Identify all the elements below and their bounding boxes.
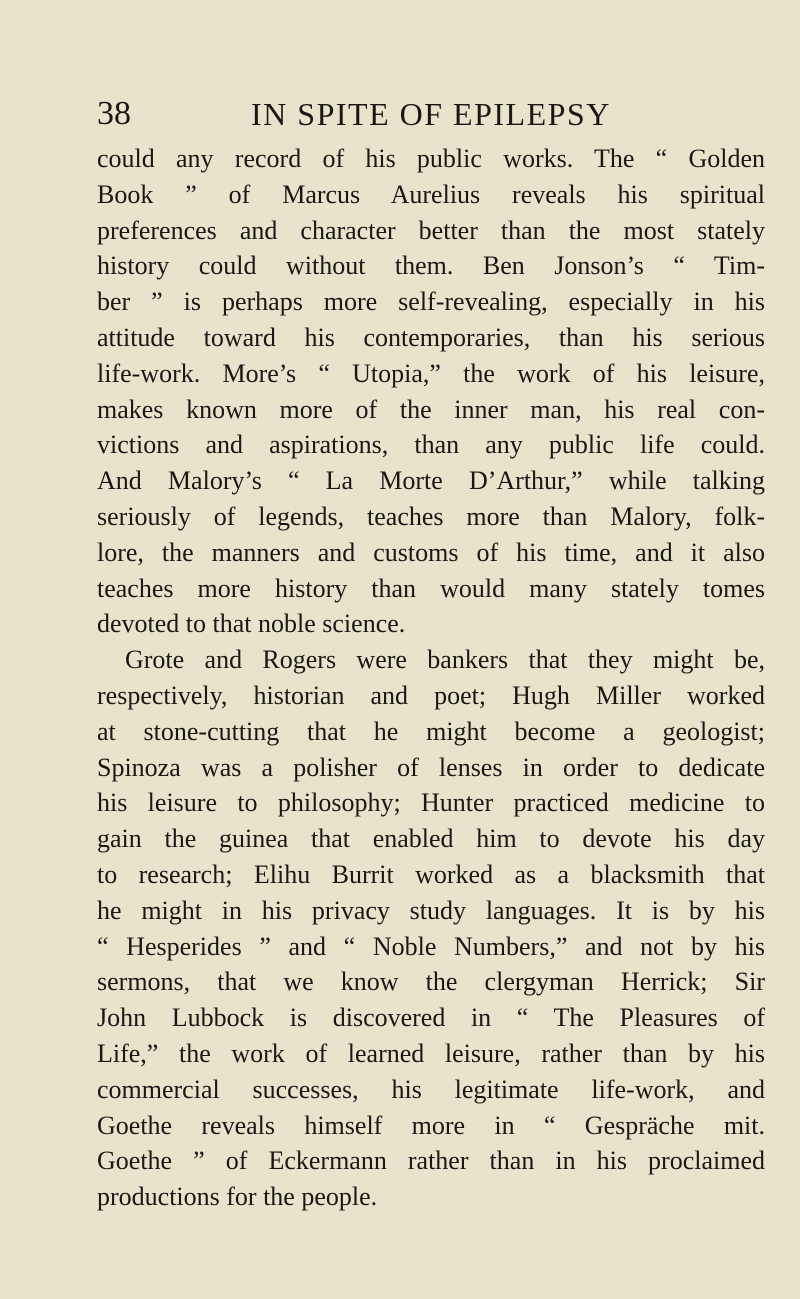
text-line: preferences and character better than the most stately [97,215,765,245]
running-head [97,94,717,134]
paragraph-2 [97,642,765,1215]
text-line: Life,” the work of learned leisure, rather than by his [97,1038,765,1068]
text-line: Book ” of Marcus Aurelius reveals his spiritual [97,179,765,209]
text-line: “ Hesperides ” and “ Noble Numbers,” and not by his [97,931,765,961]
text-line: teaches more history than would many stately tomes [97,573,765,603]
text-line: he might in his privacy study languages. It is by his [97,895,765,925]
text-line: lore, the manners and customs of his time, and it also [97,537,765,567]
body-text [97,141,765,1215]
text-line: Goethe ” of Eckermann rather than in his proclaimed [97,1146,765,1176]
text-line: Spinoza was a polisher of lenses in order to dedicate [97,752,765,782]
text-line: attitude toward his contemporaries, than his serious [97,322,765,352]
text-line: seriously of legends, teaches more than Malory, folk- [97,501,765,531]
text-line: to research; Elihu Burrit worked as a blacksmith that [97,859,765,889]
text-line: productions for the people. [97,1182,378,1212]
paragraph-1 [97,141,765,642]
text-line: commercial successes, his legitimate life-work, and [97,1074,765,1104]
text-line: Goethe reveals himself more in “ Gespräche mit. [97,1110,765,1140]
text-line: And Malory’s “ La Morte D’Arthur,” while talking [97,466,765,496]
text-line: his leisure to philosophy; Hunter practiced medicine to [97,788,765,818]
text-line: makes known more of the inner man, his real con- [97,394,765,424]
text-line: ber ” is perhaps more self-revealing, especially in his [97,287,765,317]
text-line: victions and aspirations, than any public life could. [97,430,765,460]
text-line: Grote and Rogers were bankers that they might be, [125,645,765,675]
text-line: life-work. More’s “ Utopia,” the work of his leisure, [97,358,765,388]
text-line: gain the guinea that enabled him to devote his day [97,824,765,854]
text-line: devoted to that noble science. [97,609,406,639]
page-number: 38 [97,95,131,132]
text-line: sermons, that we know the clergyman Herrick; Sir [97,967,765,997]
running-title: IN SPITE OF EPILEPSY [251,96,611,132]
text-line: John Lubbock is discovered in “ The Pleasures of [97,1003,765,1033]
text-line: at stone-cutting that he might become a geologist; [97,716,765,746]
text-line: respectively, historian and poet; Hugh Miller worked [97,680,765,710]
text-line: could any record of his public works. The “ Golden [97,144,765,173]
text-line: history could without them. Ben Jonson’s “ Tim- [97,251,765,281]
